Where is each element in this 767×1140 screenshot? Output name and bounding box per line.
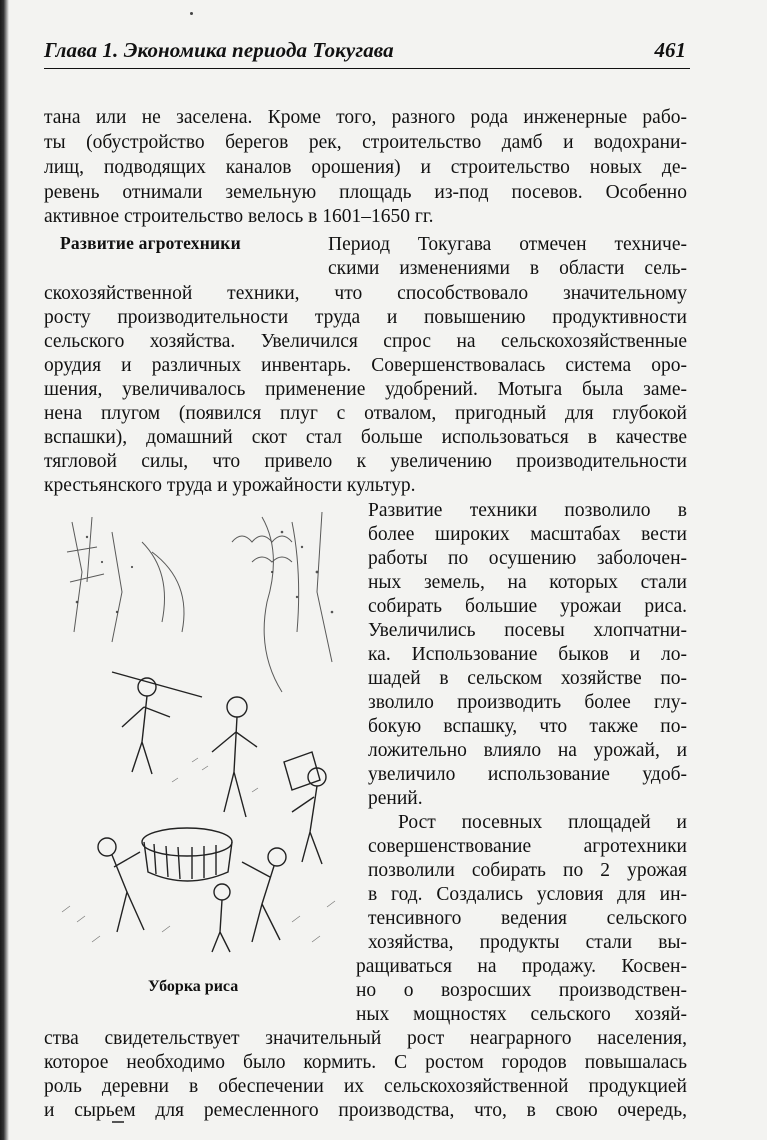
text-line: ревень отнимали земельную площадь из-под посевов. Особенно — [44, 182, 687, 203]
scan-mark — [112, 1121, 124, 1123]
text-line: совершенствование агротехники — [368, 836, 687, 857]
text-line: нена плугом (появился плуг с отвалом, пригодный для глубокой — [44, 403, 687, 424]
text-line: Рост посевных площадей и — [398, 812, 687, 833]
text-line: вспашки), домашний скот стал больше использоваться в качестве — [44, 427, 687, 448]
text-line: тана или не заселена. Кроме того, разного рода инженерные рабо- — [44, 107, 687, 128]
text-line: активное строительство велось в 1601–1650 гг. — [44, 206, 434, 227]
text-line: росту производительности труда и повышению продуктивности — [44, 307, 687, 328]
text-line: ка. Использование быков и ло- — [368, 644, 687, 665]
text-line: скохозяйственной техники, что способствовало значительному — [44, 283, 687, 304]
text-line: зволило производить более глу- — [368, 692, 687, 713]
text-line: скими изменениями в области сель- — [328, 258, 687, 279]
text-line: собирать большие урожаи риса. — [368, 596, 687, 617]
text-line: тенсивного ведения сельского — [368, 908, 687, 929]
section-subheading: Развитие агротехники — [60, 233, 241, 253]
text-line: Увеличились посевы хлопчатни- — [368, 620, 687, 641]
text-line: позволили собирать по 2 урожая — [368, 860, 687, 881]
rice-harvest-illustration — [52, 512, 350, 958]
text-line: ты (обустройство берегов рек, строительство дамб и водохрани- — [44, 132, 687, 153]
text-line: бокую вспашку, что также по- — [368, 716, 687, 737]
text-line: хозяйства, продукты стали вы- — [368, 932, 687, 953]
text-line: роль деревни в обеспечении их сельскохозяйственной продукцией — [44, 1076, 687, 1097]
text-line: орудия и различных инвентарь. Совершенствовалась система оро- — [44, 355, 687, 376]
text-line: лищ, подводящих каналов орошения) и строительство новых де- — [44, 157, 687, 178]
scan-edge-shadow — [0, 0, 9, 1140]
page-number: 461 — [654, 38, 686, 62]
text-line: увеличило использование удоб- — [368, 764, 687, 785]
running-header — [44, 38, 690, 69]
text-line: работы по осушению заболочен- — [368, 548, 687, 569]
chapter-title: Глава 1. Экономика периода Токугава — [44, 38, 394, 62]
text-line: тягловой силы, что привело к увеличению производительности — [44, 451, 687, 472]
text-line: которое необходимо было кормить. С ростом городов повышалась — [44, 1052, 687, 1073]
scan-speck — [190, 12, 193, 15]
text-line: шения, увеличивалось применение удобрений. Мотыга была заме- — [44, 379, 687, 400]
text-line: ства свидетельствует значительный рост неаграрного населения, — [44, 1028, 687, 1049]
text-line: рений. — [368, 788, 423, 809]
text-line: крестьянского труда и урожайности культур. — [44, 475, 416, 496]
text-line: в год. Создались условия для ин- — [368, 884, 687, 905]
text-line: ных земель, на которых стали — [368, 572, 687, 593]
text-line: Развитие техники позволило в — [368, 500, 687, 521]
text-line: ложительно влияло на урожай, и — [368, 740, 687, 761]
text-line: более широких масштабах вести — [368, 524, 687, 545]
text-line: и сырьем для ремесленного производства, что, в свою очередь, — [44, 1100, 687, 1121]
figure-caption: Уборка риса — [148, 978, 239, 995]
text-line: шадей в сельском хозяйстве по- — [368, 668, 687, 689]
text-line: ных мощностях сельского хозяй- — [356, 1004, 687, 1025]
text-line: Период Токугава отмечен техниче- — [328, 234, 687, 255]
text-line: сельского хозяйства. Увеличился спрос на сельскохозяйственные — [44, 331, 687, 352]
text-line: но о возросших производствен- — [356, 980, 687, 1001]
text-line: ращиваться на продажу. Косвен- — [356, 956, 687, 977]
